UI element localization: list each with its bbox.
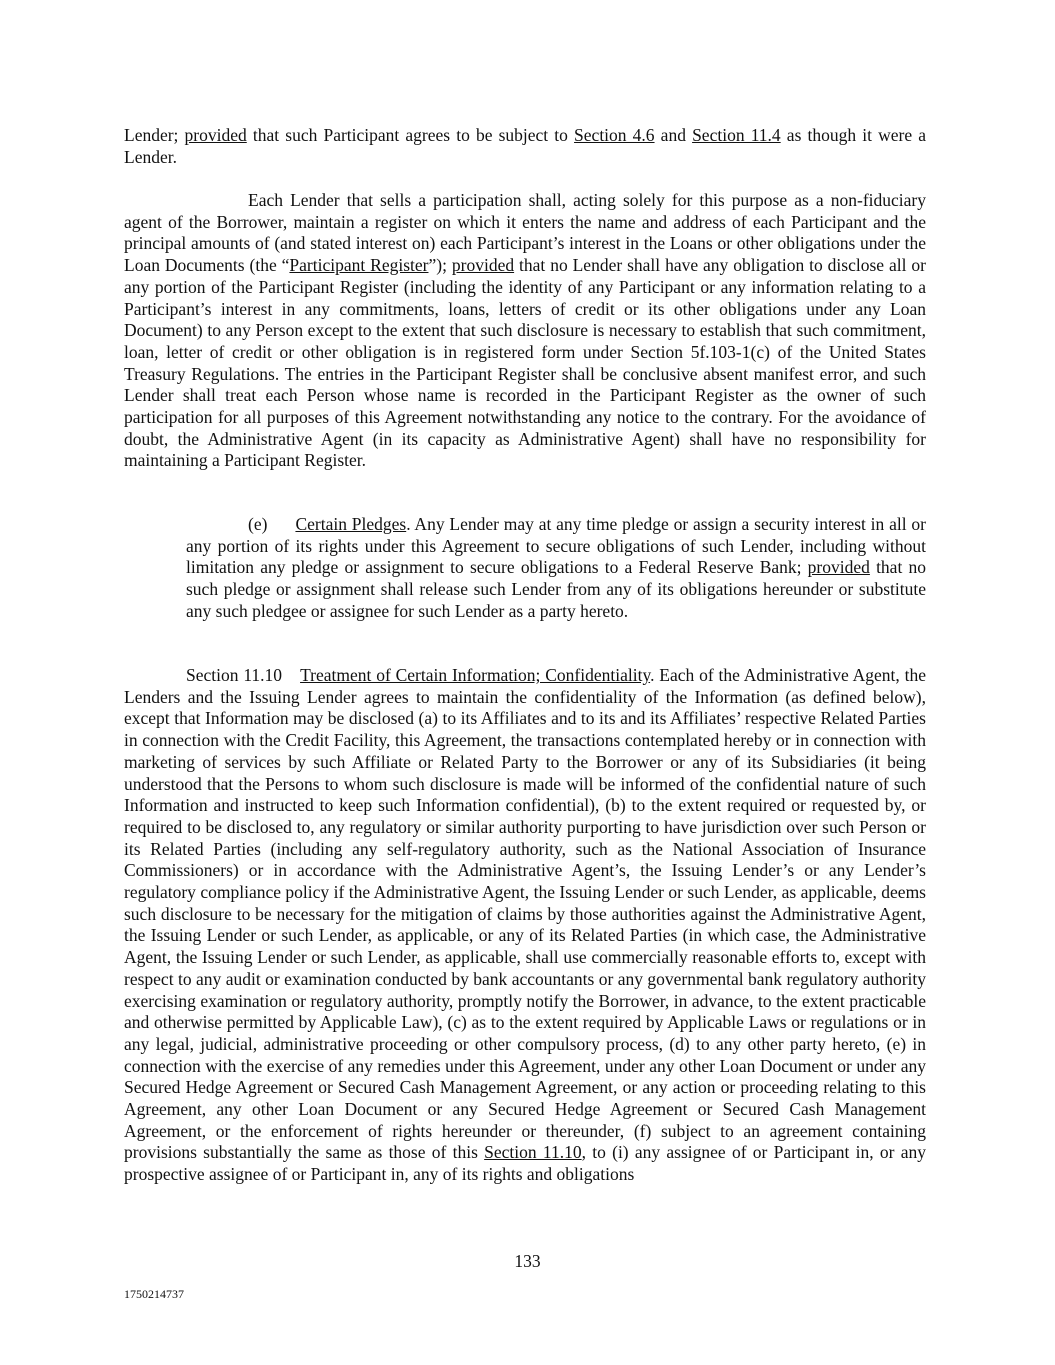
document-id: 1750214737 [124,1287,184,1301]
text: and [654,125,693,145]
text: that no Lender shall have any obligation to disclose all or any portion of the Participant Register (including the identity of any Participant or any information relating to a Participant’s interest in any commitments, loans, letters of credit or its other obligations under any Loan Document) to any Person except to the extent that such disclosure is necessary to establish that such commitment, loan, letter of credit or other obligation is in registered form under Section 5f.103-1(c) of the United States Treasury Regulations. The entries in the Participant Register shall be conclusive absent manifest error, and such Lender shall treat each Person whose name is recorded in the Participant Register as the owner of such participation for all purposes of this Agreement notwithstanding any notice to the contrary. For the avoidance of doubt, the Administrative Agent (in its capacity as Administrative Agent) shall have no responsibility for maintaining a Participant Register. [124,255,926,471]
text: as though it were a Lender. [124,125,926,167]
participant-register-term: Participant Register [289,255,429,276]
section-4-6-reference: Section 4.6 [574,125,655,145]
text: that such Participant agrees to be subject to [246,125,575,145]
paragraph-participant-register [124,190,926,472]
text: that no such pledge or assignment shall release such Lender from any of its obligations hereunder or substitute any such pledgee or assignee for such Lender as a party hereto. [186,557,926,621]
clause-label: (e) [248,514,268,534]
text: . Any Lender may at any time pledge or assign a security interest in all or any portion of its rights under this Agreement to secure obligations of such Lender, including without limitation any pledge or assignment to secure obligations to a Federal Reserve Bank; [186,514,926,578]
paragraph-section-11-10 [124,665,926,1186]
text: , to (i) any assignee of or Participant in, or any prospective assignee of or Participant in, any of its rights and obligations [124,1142,927,1185]
section-11-10-reference: Section 11.10 [484,1142,582,1163]
text: Each Lender that sells a participation shall, acting solely for this purpose as a non-fiduciary agent of the Borrower, maintain a register on which it enters the name and address of each Participant and the principal amounts of (and stated interest on) each Participant’s interest in the Loans or other obligations under the Loan Documents (the “ [124,190,926,276]
provided-term: provided [807,557,870,578]
paragraph-participant-subject [124,125,926,168]
page-number: 133 [514,1251,541,1271]
section-heading: Treatment of Certain Information; Confidentiality [300,665,651,685]
provided-term: provided [184,125,247,145]
text: ”); [428,255,452,276]
section-11-4-reference: Section 11.4 [692,125,781,145]
text: . Each of the Administrative Agent, the Lenders and the Issuing Lender agrees to maintain the confidentiality of the Information (as defined below), except that Information may be disclosed (a) to its Affiliates and to its and its Affiliates’ respective Related Parties in connection with the Credit Facility, this Agreement, the transactions contemplated hereby or in connection with marketing of services by such Affiliate or Related Party to the Borrower or any of its Subsidiaries (it being understood that the Persons to whom such disclosure is made will be informed of the confidential nature of such Information and instructed to keep such Information confidential), (b) to the extent required or requested by, or required to be disclosed to, any regulatory or similar authority purporting to have jurisdiction over such Person or its Related Parties (including any self-regulatory authority, such as the National Association of Insurance Commissioners) or in accordance with the Administrative Agent’s, the Issuing Lender’s or any Lender’s regulatory compliance policy if the Administrative Agent, the Issuing Lender or such Lender, as applicable, deems such disclosure to be necessary for the mitigation of claims by those authorities against the Administrative Agent, the Issuing Lender or such Lender, as applicable, or any of its Related Parties (in which case, the Administrative Agent, the Issuing Lender or such Lender, as applicable, shall use commercially reasonable efforts to, except with respect to any audit or examination conducted by bank accountants or any governmental bank regulatory authority exercising examination or regulatory authority, promptly notify the Borrower, in advance, to the extent practicable and otherwise permitted by Applicable Law), (c) as to the extent required by Applicable Laws or regulations or in any legal, judicial, administrative proceeding or other compulsory process, (d) to any other party hereto, (e) in connection with the exercise of any remedies under this Agreement, under any other Loan Document or under any Secured Hedge Agreement or Secured Cash Management Agreement, or any action or proceeding relating to this Agreement, any other Loan Document or any Secured Hedge Agreement or Secured Cash Management Agreement, or the enforcement of rights hereunder or thereunder, (f) subject to an agreement containing provisions substantially the same as those of this [124,665,926,1163]
paragraph-certain-pledges [186,514,926,623]
provided-term: provided [451,255,515,276]
certain-pledges-heading: Certain Pledges [295,514,407,534]
text: Lender; [124,125,185,145]
section-number: Section 11.10 [186,665,283,685]
